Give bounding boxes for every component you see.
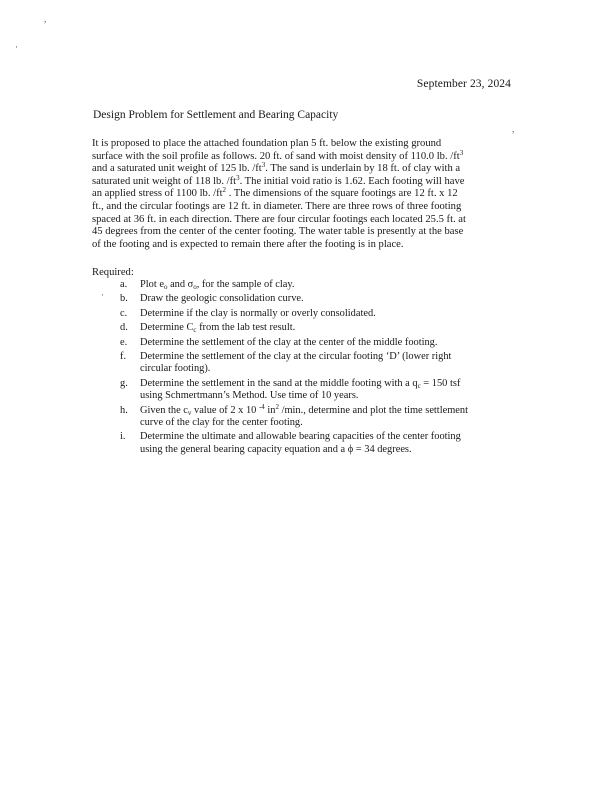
document-date: September 23, 2024 [416,78,511,90]
scan-speck: · [15,42,18,52]
requirement-item [120,279,540,291]
requirement-item [120,378,540,403]
requirement-marker: c. [120,307,128,319]
requirement-marker: g. [120,377,128,389]
statement-line: ft., and the circular footings are 12 ft. in diameter. There are three rows of three footing [92,200,462,212]
statement-line: spaced at 36 ft. in each direction. There are four circular footings each located 25.5 ft. at [92,213,466,225]
requirement-text: Determine if the clay is normally or overly consolidated. [140,307,376,319]
requirement-text: Determine the ultimate and allowable bearing capacities of the center footing using the general bearing capacity equation and a ϕ = 34 degrees. [140,431,461,455]
statement-line: 45 degrees from the center of the center footing. The water table is presently at the base [92,226,464,238]
document-title: Design Problem for Settlement and Bearing Capacity [93,109,339,121]
statement-line: saturated unit weight of 118 lb. $/ft^3$. The initial void ratio is 1.62. Each footing will have [92,173,465,187]
requirement-marker: i. [120,431,126,443]
requirement-marker: f. [120,351,127,363]
requirement-marker: a. [120,279,128,290]
requirement-item [120,293,540,305]
requirement-text: Determine the settlement in the sand at the middle footing with a $q_c = 150$ tsf using Schmertmann’s Method. Use time of 10 years. [140,377,461,402]
requirement-text: Determine the settlement of the clay at the circular footing ‘D’ (lower right circular footing). [140,351,452,375]
requirement-marker: b. [120,293,128,305]
requirement-item [120,337,540,349]
requirement-item [120,308,540,320]
requirement-text: Determine $C_c$ from the lab test result. [140,322,296,335]
statement-line: and a saturated unit weight of 125 lb. $/ft^3$. The sand is underlain by 18 ft. of clay with a [92,161,461,175]
requirement-item [120,402,540,430]
statement-line: It is proposed to place the attached foundation plan 5 ft. below the existing ground [92,138,442,149]
statement-line: of the footing and is expected to remain there after the footing is in place. [92,238,404,250]
requirements-list [120,279,540,458]
requirement-text: Draw the geologic consolidation curve. [140,293,304,305]
requirement-text: Plot $e_o$ and $\sigma_o$, for the sample of clay. [140,279,295,291]
scan-speck: , [512,124,515,134]
requirement-item [120,431,540,456]
requirement-item [120,351,540,376]
required-label: Required: [92,267,134,278]
scan-speck: · [101,290,104,300]
requirement-item [120,322,540,334]
requirement-marker: h. [120,404,128,416]
statement-line: an applied stress of 1100 lb. $/ft^2$ . The dimensions of the square footings are 12 ft. x 12 [92,186,458,200]
requirement-marker: e. [120,336,128,348]
statement-line: surface with the soil profile as follows. 20 ft. of sand with moist density of 110.0 lb. $/ft^3$ [92,148,464,162]
requirement-text: Determine the settlement of the clay at the center of the middle footing. [140,336,438,348]
problem-statement [92,138,532,251]
requirement-text: Given the $c_v$ value of 2 x 10 $^{-4}$ $in^2$ /min., determine and plot the time settlement curve of the clay for the center footing. [140,402,468,429]
scan-speck: , [44,14,47,24]
requirement-marker: d. [120,322,128,334]
